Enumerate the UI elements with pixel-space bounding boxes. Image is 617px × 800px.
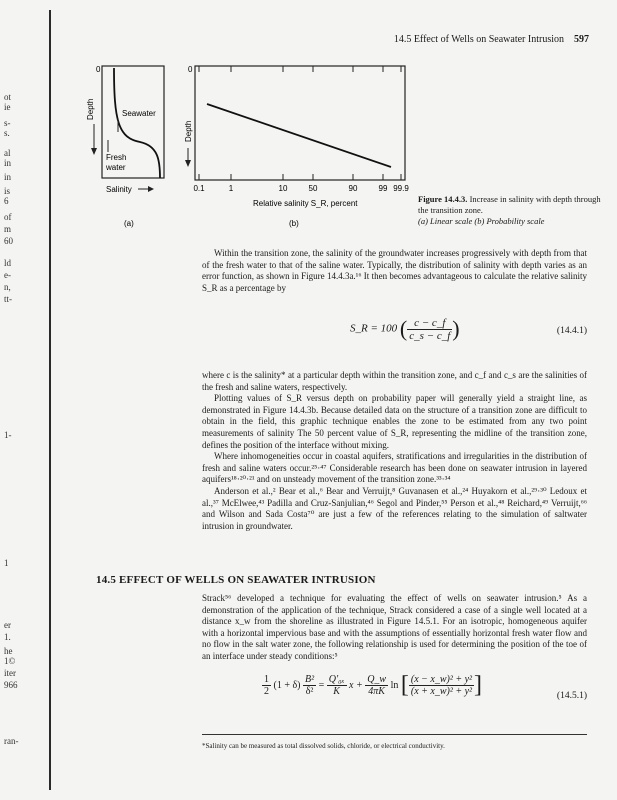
section-heading: 14.5 EFFECT OF WELLS ON SEAWATER INTRUSION [96,574,376,586]
left-fragment: ran- [4,736,19,746]
left-fragment: in [4,172,12,182]
eq2-ln-fraction: $\frac{\text{(x − x\_w)² + y²}}{\text{(x + x\_w)² + y²}}$ [410,674,473,697]
left-fragment: ot [4,92,12,102]
eq2-bracket-open: [ [400,672,409,698]
left-fragment: 1. [4,632,11,642]
eq2-number: (14.5.1) [556,691,587,701]
page-number: 597 [574,34,589,45]
eq1-lhs: S_R = 100 [350,322,398,335]
figure-b-tick-label: 90 [348,184,358,193]
figure-a-origin: 0 [96,65,101,74]
paragraph-1: Within the transition zone, the salinity of the groundwater increases progressively with depth from that of the fresh water to that of the saline water. Typically, the distribution of salinity with depth varies as an error function, as shown in Figure 14.4.3a.¹⁶ It then becomes advantageous to calculate the relative salinity S_R as a percentage by [202,248,587,293]
eq2-q-fraction: $\frac{\text{Q′₀ₓ}}{K}$ [328,674,345,697]
salinity-axis-label: Salinity [106,185,132,194]
eq1-paren-open: ( [399,316,408,341]
left-fragment: in [4,158,12,168]
left-page-fragments [0,0,40,800]
left-fragment: 1© [4,656,16,666]
left-fragment: tt- [4,294,12,304]
figure-b-tick-label: 1 [228,184,234,193]
eq1-denominator: c_s − c_f [409,329,451,342]
salinity-arrowhead [148,186,154,192]
figure-b-depth-arrowhead [185,160,191,167]
running-head-title: 14.5 Effect of Wells on Seawater Intrusion [393,34,564,45]
left-fragment: ie [4,102,11,112]
figure-caption [418,194,603,227]
left-fragment: 966 [4,680,18,690]
left-fragment: he [4,646,13,656]
body-block-3 [202,593,587,663]
figure-number: Figure 14.4.3. [418,194,468,204]
eq2-term1: (1 + δ) [273,679,301,691]
fresh-label: Fresh [106,153,127,162]
figure-a-depth-label: Depth [86,98,95,120]
running-head [394,34,589,45]
footnote-rule [202,734,587,735]
figure-b-tick-label: 99 [378,184,388,193]
figure-b-tick-label: 50 [308,184,318,193]
left-fragment: s- [4,118,11,128]
body-block-2 [202,370,587,532]
left-fragment: 60 [4,236,13,246]
figure-b [185,60,410,230]
figure-a [80,60,180,230]
water-label: water [106,163,126,172]
eq2-bracket-close: ] [474,672,483,698]
left-fragment: s. [4,128,10,138]
eq2-qw-fraction: $\frac{Q\_w}{4\pi K}$ [367,674,387,697]
eq2-b-fraction: $\frac{\text{B²}}{\text{δ²}}$ [305,674,315,697]
figure-b-tick-label: 0.1 [193,184,205,193]
page-gutter [49,10,51,790]
left-fragment: is [4,186,11,196]
footnote: *Salinity can be measured as total dissolved solids, chloride, or electrical conductivity. [202,742,445,750]
figure-b-xlabel: Relative salinity S_R, percent [253,199,358,208]
figure-b-ticks [193,66,409,193]
left-fragment: n, [4,282,11,292]
paragraph-5: Anderson et al.,² Bear et al.,⁶ Bear and Verruijt,⁸ Guvanasen et al.,²⁴ Huyakorn et al.,²⁹·³⁰ Ledoux et al.,³⁷ McElwee,⁴³ Padilla and Cruz-Sanjulian,⁴⁶ Segol and Pinder,⁵⁵ Person et al.,⁴⁸ Reichard,⁴⁹ Verruijt,⁶⁶ and Wilson and Sada Costa⁷⁰ are just a few of the references relating to the simulation of saltwater intrusion in groundwater. [202,485,587,531]
left-fragment: e- [4,270,11,280]
probability-line [207,104,391,167]
figure-b-frame [195,66,405,180]
paragraph-3: Plotting values of S_R versus depth on probability paper will generally yield a straight line, as demonstrated in Figure 14.4.3b. Because detailed data on the structure of a transition zone are difficult to obtain in the field, this graphic technique enables the zone to be estimated from any two point measurements of salinity The 50 percent value of S_R, representing the midline of the transition zone, defines the position of the interface without mixing. [202,393,587,450]
eq1-fraction [407,317,452,342]
figure-a-panel-label: (a) [124,219,134,228]
equation-14-5-1 [262,672,482,699]
left-fragment: 1 [4,558,9,568]
left-fragment: 6 [4,196,9,206]
eq1-paren-close: ) [452,316,460,341]
left-fragment: al [4,148,11,158]
eq2-x-term: x + [349,679,363,691]
left-fragment: er [4,620,11,630]
eq1-number: (14.4.1) [556,326,587,336]
figure-caption-text: Increase in salinity with depth through the transition zone. [418,194,601,215]
paragraph-4: Where inhomogeneities occur in coastal aquifers, stratifications and irregularities in the distribution of fresh and saline waters occur.²⁵·⁴⁷ Considerable research has been done on seawater intrusion in layered aquifers¹⁸·²⁰·²¹ and on unsteady movement of the transition zone.³³·³⁴ [202,451,587,485]
figure-b-origin: 0 [188,65,193,74]
paragraph-2: where c is the salinity* at a particular depth within the transition zone, and c_f and c_s are the salinities of the fresh and saline waters, respectively. [202,370,587,392]
eq2-half: $\frac{1}{2}$ [264,674,269,697]
left-fragment: iter [4,668,16,678]
figure-caption-sub: (a) Linear scale (b) Probability scale [418,216,545,226]
paragraph-6: Strack⁵⁶ developed a technique for evaluating the effect of wells on seawater intrusion.⁵ As a demonstration of the application of the technique, Strack considered a case of a single well located at a distance x_w from the shoreline as illustrated in Figure 14.5.1. For an isotropic, homogeneous aquifer with a horizontal impervious base and with the assumptions of essentially horizontal fresh water flow and no flow in the salt water zone, the following relationship is used for determining the position of the toe of an interface under steady conditions:⁵ [202,593,587,661]
left-fragment: ld [4,258,12,268]
figure-a-depth-arrowhead [91,148,97,155]
eq2-ln: ln [390,679,399,691]
figure-b-tick-label: 99.9 [393,184,409,193]
figure-b-depth-label: Depth [184,120,193,142]
eq2-equals: = [318,679,325,691]
left-fragment: of [4,212,12,222]
equation-14-4-1 [350,316,460,342]
left-fragment: m [4,224,12,234]
eq1-numerator: c − c_f [414,316,446,329]
left-fragment: 1- [4,430,12,440]
seawater-label: Seawater [122,109,156,118]
figure-b-panel-label: (b) [289,219,299,228]
figure-b-tick-label: 10 [278,184,288,193]
body-block-1 [202,248,587,294]
